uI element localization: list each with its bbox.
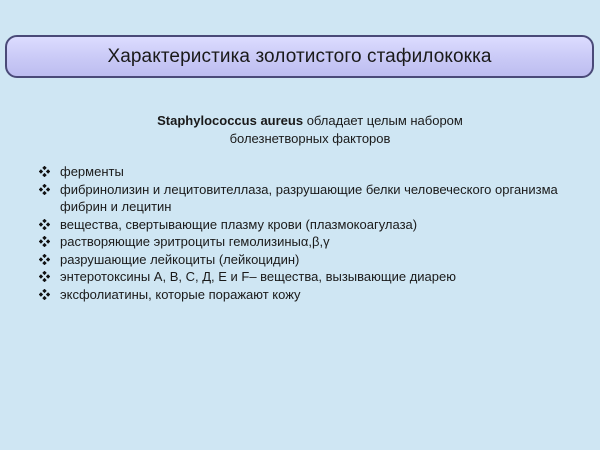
list-item: [39, 251, 595, 269]
list-item: [39, 181, 595, 216]
intro-line-1-rest: обладает целым набором: [303, 113, 463, 128]
list-item: [39, 163, 595, 181]
intro-text: [100, 112, 520, 148]
list-item-text: ферменты: [60, 164, 124, 179]
list-item-text: эксфолиатины, которые поражают кожу: [60, 286, 301, 302]
diamond-bullet-icon: [39, 236, 50, 247]
list-item-text: вещества, свертывающие плазму крови (плазмокоагулаза): [60, 216, 418, 232]
list-item-text: фибринолизин и лецитовителлаза, разрушающие белки человеческого организма фибрин и лецитин: [60, 181, 558, 214]
list-item: [39, 268, 595, 286]
species-name: Staphylococcus aureus: [157, 113, 304, 128]
list-item: [39, 286, 595, 304]
list-item-text: растворяющие эритроциты гемолизиныα,β,γ: [60, 234, 330, 249]
diamond-bullet-icon: [39, 254, 50, 265]
list-item: [39, 216, 595, 234]
intro-line-1: [100, 112, 520, 130]
list-item-text: разрушающие лейкоциты (лейкоцидин): [60, 251, 300, 267]
title-banner: [5, 35, 594, 78]
list-item-text: энтеротоксины А, В, С, Д, Е и F– вещества, вызывающие диарею: [60, 269, 456, 284]
slide-title: Характеристика золотистого стафилококка: [107, 45, 492, 67]
diamond-bullet-icon: [39, 184, 50, 195]
diamond-bullet-icon: [39, 219, 50, 230]
list-item: [39, 233, 595, 251]
factor-list: [39, 163, 595, 303]
diamond-bullet-icon: [39, 271, 50, 282]
diamond-bullet-icon: [39, 166, 50, 177]
intro-line-2: болезнетворных факторов: [229, 131, 391, 146]
diamond-bullet-icon: [39, 289, 50, 300]
